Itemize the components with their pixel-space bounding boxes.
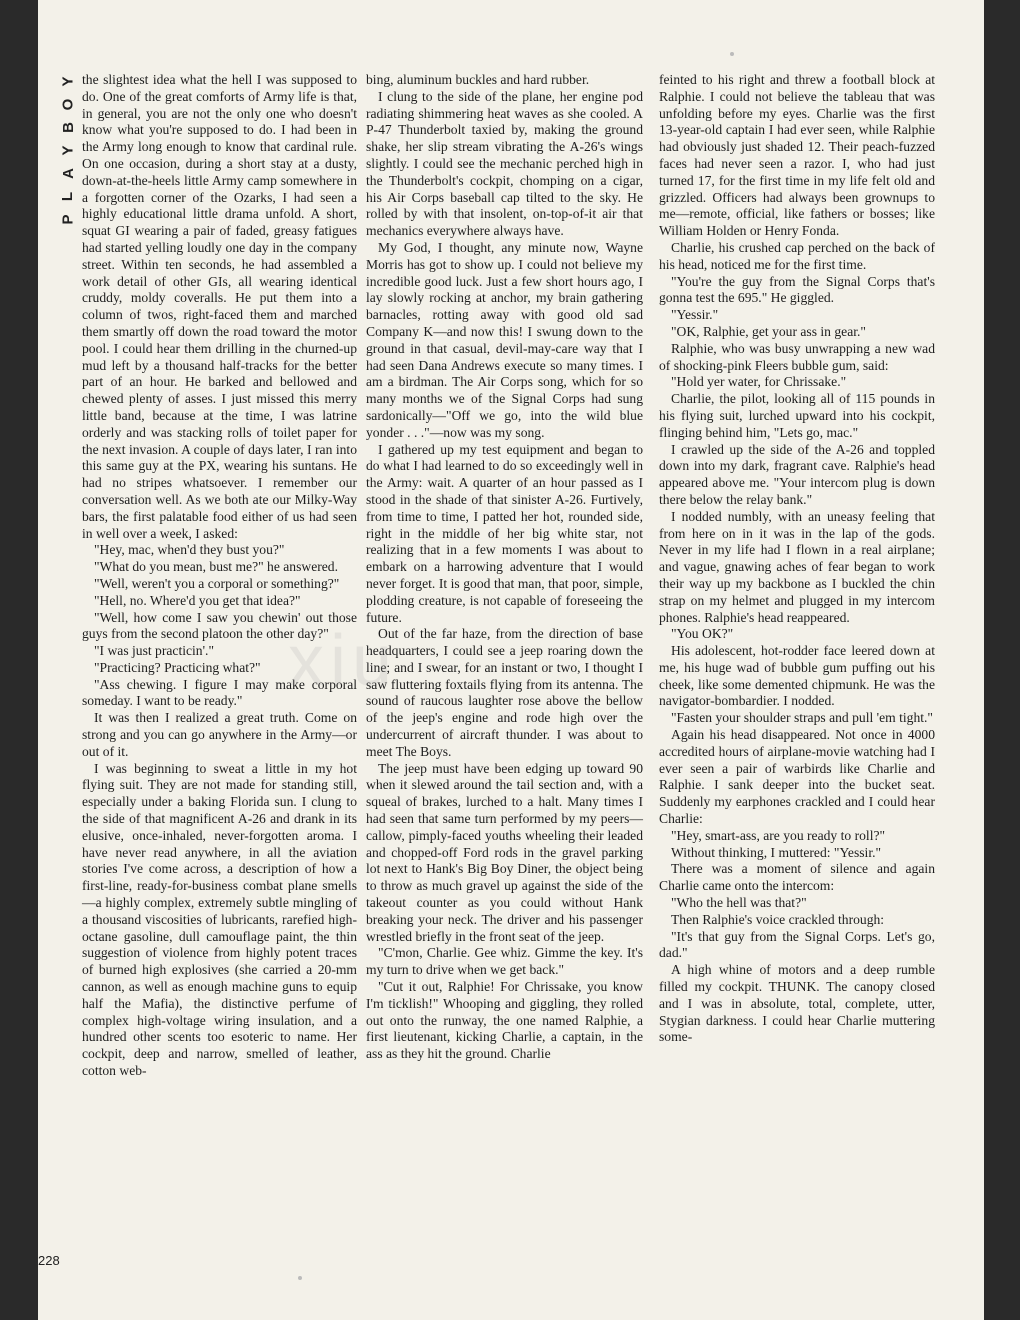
- article-paragraph: "Well, how come I saw you chewin' out those guys from the second platoon the other day?": [82, 609, 357, 642]
- magazine-letter: P: [59, 214, 77, 225]
- article-paragraph: There was a moment of silence and again Charlie came onto the intercom:: [659, 861, 935, 894]
- text-column-3: [659, 72, 935, 1046]
- page-number: 228: [38, 1253, 60, 1268]
- article-paragraph: "You're the guy from the Signal Corps that's gonna test the 695." He giggled.: [659, 273, 935, 306]
- article-paragraph: "It's that guy from the Signal Corps. Let's go, dad.": [659, 928, 935, 961]
- text-column-1: [82, 72, 357, 1080]
- article-paragraph: My God, I thought, any minute now, Wayne Morris has got to show up. I could not believe my incredible good luck. Just a few short hours ago, I lay slowly rocking at anchor, my brain gathering barnacles, rotting away with good old sad Company K—and now this! I swung down to the ground in that casual, devil-may-care way that I had seen Dana Andrews execute so many times. I am a birdman. The Air Corps song, which for so many months we of the Signal Corps had sung sardonically—"Off we go, into the wild blue yonder . . ."—now was my song.: [366, 239, 643, 440]
- article-paragraph: "Hold yer water, for Chrissake.": [671, 374, 847, 390]
- article-paragraph: Without thinking, I muttered: "Yessir.": [671, 844, 882, 860]
- article-paragraph: "Hey, smart-ass, are you ready to roll?": [671, 827, 886, 843]
- article-paragraph: I clung to the side of the plane, her engine pod radiating shimmering heat waves as she cooled. A P-47 Thunderbolt taxied by, making the ground shake, her slip stream vibrating the A-26's wings slightly. I could see the mechanic perched high in the Thunderbolt's cockpit, chomping on a cigar, his Air Corps baseball cap tilted to the sky. He rolled by with that insolent, on-top-of-it air that mechanics everywhere always have.: [366, 88, 643, 239]
- article-paragraph: I gathered up my test equipment and began to do what I had learned to do so exceedingly well in the Army: wait. A quarter of an hour passed as I stood in the shade of that sinister A-26. Furtively, from time to time, I patted her hot, rounded side, right in the middle of her big white star, not realizing that in a few moments I was about to embark on a harrowing adventure that I would never forget. It is good that man, that poor, simple, plodding creature, is not capable of foreseeing the future.: [366, 441, 643, 625]
- article-paragraph: Then Ralphie's voice crackled through:: [671, 911, 885, 927]
- magazine-letter: Y: [59, 76, 77, 87]
- article-paragraph: The jeep must have been edging up toward 90 when it slewed around the tail section and, with a squeal of brakes, lurched to a halt. Many times I had seen that same turn performed by my peers—callow, pimply-faced youths wheeling their leaded and chopped-off Ford rods in the gravel parking lot next to Hank's Big Boy Diner, the object being to throw as much gravel up against the side of the takeout counter as you could without Hank breaking your neck. The driver and his passenger wrestled briefly in the front seat of the jeep.: [366, 760, 643, 944]
- article-paragraph: "Yessir.": [671, 307, 719, 323]
- article-paragraph: "Well, weren't you a corporal or something?": [94, 575, 340, 591]
- article-paragraph: It was then I realized a great truth. Come on strong and you can go anywhere in the Army—or out of it.: [82, 710, 357, 759]
- article-paragraph: "You OK?": [671, 626, 734, 642]
- magazine-letter: Y: [59, 145, 77, 156]
- article-paragraph: His adolescent, hot-rodder face leered down at me, his huge wad of bubble gum puffing out his cheek, like some demented chipmunk. He was the navigator-bombardier. I nodded.: [659, 643, 935, 709]
- speck: [298, 1276, 302, 1280]
- article-paragraph: I was beginning to sweat a little in my hot flying suit. They are not made for standing still, especially under a baking Florida sun. I clung to the side of that magnificent A-26 and drank in its elusive, once-inhaled, never-forgotten aroma. I have never read anywhere, in all the aviation stories I've come across, a description of how a first-line, ready-for-business combat plane smells—a highly complex, extremely subtle mingling of a thousand viscosities of lubricants, rarefied high-octane gasoline, dull camouflage paint, the thin suggestion of violence from highly potent traces of burned high explosives (she carried a 20-mm cannon, as well as enough machine guns to equip half the Mafia), the distinctive perfume of complex high-voltage wiring insulation, and a hundred other scents too esoteric to name. Her cockpit, deep and narrow, smelled of leather, cotton web-: [82, 760, 357, 1079]
- text-column-2: [366, 72, 643, 1063]
- magazine-letter: A: [59, 168, 77, 179]
- magazine-name-vertical: [56, 70, 80, 231]
- article-paragraph: "C'mon, Charlie. Gee whiz. Gimme the key. It's my turn to drive when we get back.": [366, 945, 643, 978]
- magazine-page: [38, 0, 984, 1320]
- article-paragraph: feinted to his right and threw a football block at Ralphie. I could not believe the tableau that was unfolding before my eyes. Charlie was the first 13-year-old captain I had ever seen, while Ralphie had obviously just shaded 12. Their peach-fuzzed faces had never seen a razor. I, who had just turned 17, for the first time in my life felt old and grizzled. Officers had always been grownups to me—remote, official, like fathers or bosses; like William Holden or Henry Fonda.: [659, 72, 935, 239]
- magazine-letter: L: [59, 191, 77, 202]
- article-paragraph: A high whine of motors and a deep rumble filled my cockpit. THUNK. The canopy closed and I was in absolute, total, complete, utter, Stygian darkness. I could hear Charlie muttering some-: [659, 962, 935, 1045]
- article-paragraph: "Hell, no. Where'd you get that idea?": [94, 592, 301, 608]
- speck: [730, 52, 734, 56]
- article-paragraph: "OK, Ralphie, get your ass in gear.": [671, 323, 866, 339]
- watermark: xiu: [288, 621, 399, 701]
- article-paragraph: "Practicing? Practicing what?": [94, 659, 261, 675]
- article-paragraph: "Hey, mac, when'd they bust you?": [94, 542, 285, 558]
- magazine-letter: B: [59, 122, 77, 133]
- article-paragraph: "Cut it out, Ralphie! For Chrissake, you know I'm ticklish!" Whooping and giggling, they rolled out onto the runway, the one named Ralphie, a first lieutenant, kicking Charlie, a captain, in the ass as they hit the ground. Charlie: [366, 979, 643, 1062]
- article-paragraph: "Who the hell was that?": [671, 895, 807, 911]
- magazine-letter: O: [59, 98, 77, 111]
- article-paragraph: Ralphie, who was busy unwrapping a new wad of shocking-pink Fleers bubble gum, said:: [659, 340, 935, 373]
- article-paragraph: Charlie, his crushed cap perched on the back of his head, noticed me for the first time.: [659, 239, 935, 272]
- article-paragraph: Charlie, the pilot, looking all of 115 pounds in his flying suit, lurched upward into his cockpit, flinging behind him, "Lets go, mac.": [659, 391, 935, 440]
- article-paragraph: "Ass chewing. I figure I may make corporal someday. I want to be ready.": [82, 676, 357, 709]
- article-paragraph: "What do you mean, bust me?" he answered.: [94, 559, 339, 575]
- article-paragraph: Again his head disappeared. Not once in 4000 accredited hours of airplane-movie watching had I ever seen a pair of warbirds like Charlie and Ralphie. I sank deeper into the bucket seat. Suddenly my earphones crackled and I could hear Charlie:: [659, 727, 935, 827]
- article-paragraph: I nodded numbly, with an uneasy feeling that from here on in it was in the lap of the gods. Never in my life had I flown in a real airplane; and vague, gnawing aches of fear began to work their way up my backbone as I buckled the chin strap on my helmet and plugged in my intercom phones. Ralphie's head reappeared.: [659, 508, 935, 625]
- article-paragraph: I crawled up the side of the A-26 and toppled down into my dark, fragrant cave. Ralphie's head appeared above me. "Your intercom plug is down there below the relay bank.": [659, 441, 935, 507]
- article-paragraph: Out of the far haze, from the direction of base headquarters, I could see a jeep roaring down the line; and I swear, for an instant or two, I thought I saw fluttering foxtails flying from its antenna. The sound of raucous laughter rose above the bellow of the jeep's engine and rode high over the undercurrent of aircraft thunder. I was about to meet The Boys.: [366, 626, 643, 759]
- article-paragraph: "Fasten your shoulder straps and pull 'em tight.": [671, 710, 933, 726]
- article-paragraph: the slightest idea what the hell I was supposed to do. One of the great comforts of Army life is that, in general, you are not the only one who doesn't know what you're supposed to do. I had been in the Army long enough to know that cardinal rule. On one occasion, during a short stay at a dusty, down-at-the-heels little Army camp somewhere in a forgotten corner of the Ozarks, I had seen a highly educational little drama unfold. A short, squat GI wearing a pair of faded, greasy fatigues had started yelling loudly one day in the company street. Within ten seconds, he had assembled a work detail of other GIs, all wearing identical cruddy, moldy coveralls. He put them into a column of twos, right-faced them and marched them smartly off down the road toward the motor pool. I could hear them drilling in the churned-up mud left by a thousand half-tracks for the better part of an hour. He barked and bellowed and chewed plenty of asses. I just missed this merry little band, because at the time, I was latrine orderly and was stacking rolls of toilet paper for the next invasion. A couple of days later, I ran into this same guy at the PX, wearing his suntans. He had no stripes whatsoever. I remember our conversation well. As we both ate our Milky-Way bars, the first palatable food either of us had seen in well over a week, I asked:: [82, 72, 357, 541]
- article-paragraph: "I was just practicin'.": [94, 643, 215, 659]
- article-paragraph: bing, aluminum buckles and hard rubber.: [366, 72, 590, 87]
